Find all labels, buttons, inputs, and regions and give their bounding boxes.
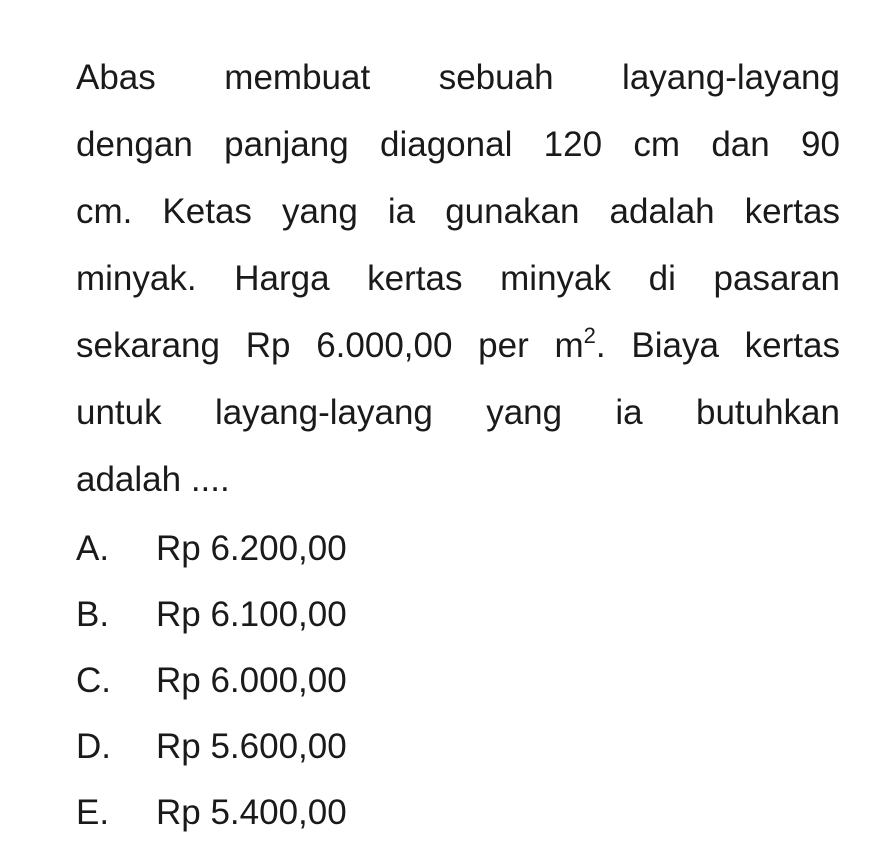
- option-text: Rp 5.600,00: [156, 727, 347, 766]
- question-line-5: [76, 312, 840, 379]
- option-text: Rp 5.400,00: [156, 793, 347, 832]
- question-line-4: minyak. Harga kertas minyak di pasaran: [76, 259, 840, 298]
- question-line-2: dengan panjang diagonal 120 cm dan 90: [76, 125, 840, 164]
- option-d[interactable]: [76, 714, 576, 780]
- question-line-5-rest: . Biaya kertas: [595, 326, 840, 365]
- option-e[interactable]: [76, 780, 576, 846]
- question-line-5-text: sekarang Rp 6.000,00 per m: [76, 326, 584, 365]
- option-text: Rp 6.200,00: [156, 529, 347, 568]
- option-b[interactable]: [76, 582, 576, 648]
- option-c[interactable]: [76, 648, 576, 714]
- question-line-6: untuk layang-layang yang ia butuhkan: [76, 393, 840, 432]
- option-a[interactable]: [76, 516, 576, 582]
- question-line-7: adalah ....: [76, 460, 230, 499]
- question-text: [76, 44, 840, 513]
- question-line-3: cm. Ketas yang ia gunakan adalah kertas: [76, 192, 840, 231]
- option-letter: E.: [76, 793, 110, 832]
- option-text: Rp 6.000,00: [156, 661, 347, 700]
- option-letter: D.: [76, 727, 111, 766]
- option-letter: A.: [76, 529, 110, 568]
- option-text: Rp 6.100,00: [156, 595, 347, 634]
- answer-options: [76, 516, 576, 846]
- option-letter: B.: [76, 595, 110, 634]
- question-line-1: Abas membuat sebuah layang-layang: [76, 58, 840, 97]
- superscript-exponent: 2: [583, 323, 596, 348]
- option-letter: C.: [76, 661, 111, 700]
